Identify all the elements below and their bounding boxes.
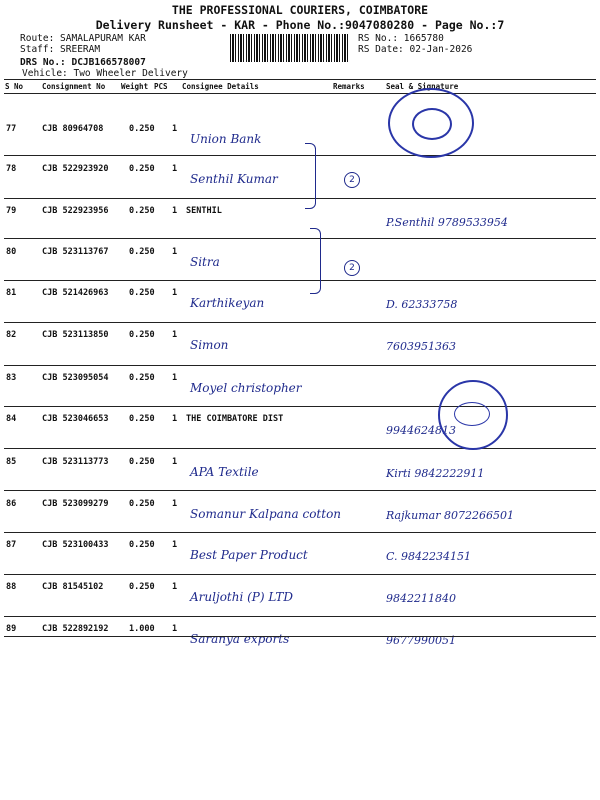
row-divider [4, 238, 596, 239]
brace-mark [310, 228, 321, 294]
row-consignee-handwritten: Sitra [190, 255, 220, 269]
row-sno: 84 [6, 414, 17, 424]
company-seal-stamp [388, 88, 474, 158]
row-consignment-no: CJB 521426963 [42, 288, 109, 298]
row-pcs: 1 [172, 373, 178, 383]
rs-date: RS Date: 02-Jan-2026 [358, 44, 473, 55]
row-consignment-no: CJB 523099279 [42, 499, 109, 509]
row-sno: 77 [6, 124, 17, 134]
row-sno: 89 [6, 624, 17, 634]
col-consignment: Consignment No [42, 82, 106, 91]
row-divider [4, 155, 596, 156]
barcode [230, 34, 350, 62]
runsheet-subtitle: Delivery Runsheet - KAR - Phone No.:9047080280 - Page No.:7 [95, 18, 505, 32]
row-divider [4, 636, 596, 637]
row-pcs: 1 [172, 582, 178, 592]
row-consignee-handwritten: Aruljothi (P) LTD [190, 590, 293, 604]
row-pcs: 1 [172, 247, 178, 257]
row-divider [4, 322, 596, 323]
col-weight: Weight [121, 82, 149, 91]
row-pcs: 1 [172, 206, 178, 216]
row-pcs: 1 [172, 124, 178, 134]
row-consignee-handwritten: Saranya exports [190, 632, 290, 646]
col-sno: S No [5, 82, 24, 91]
row-weight: 0.250 [129, 206, 155, 216]
row-signature: D. 62333758 [386, 298, 458, 311]
row-consignment-no: CJB 522892192 [42, 624, 109, 634]
row-consignee-handwritten: Best Paper Product [190, 548, 308, 562]
row-sno: 79 [6, 206, 17, 216]
row-sno: 83 [6, 373, 17, 383]
col-seal-signature: Seal & Signature [386, 82, 459, 91]
row-divider [4, 616, 596, 617]
row-divider [4, 448, 596, 449]
row-consignment-no: CJB 80964708 [42, 124, 104, 134]
row-sno: 86 [6, 499, 17, 509]
row-consignee-handwritten: Karthikeyan [190, 296, 265, 310]
row-divider [4, 574, 596, 575]
row-signature: 9677990051 [386, 634, 456, 647]
drs-number: DRS No.: DCJB166578007 [20, 57, 146, 68]
row-weight: 0.250 [129, 164, 155, 174]
row-weight: 0.250 [129, 373, 155, 383]
row-pcs: 1 [172, 414, 178, 424]
row-sno: 82 [6, 330, 17, 340]
row-weight: 0.250 [129, 288, 155, 298]
col-remarks: Remarks [333, 82, 365, 91]
row-consignee-handwritten: Senthil Kumar [190, 172, 278, 186]
row-sno: 78 [6, 164, 17, 174]
row-weight: 0.250 [129, 499, 155, 509]
row-pcs: 1 [172, 330, 178, 340]
row-consignee-handwritten: Moyel christopher [190, 381, 302, 395]
row-signature: P.Senthil 9789533954 [386, 216, 508, 229]
row-consignment-no: CJB 522923956 [42, 206, 109, 216]
row-consignee-handwritten: Simon [190, 338, 229, 352]
row-pcs: 1 [172, 624, 178, 634]
row-consignee-printed: THE COIMBATORE DIST [186, 414, 284, 424]
remark-circle: 2 [344, 172, 360, 188]
row-consignment-no: CJB 523095054 [42, 373, 109, 383]
row-consignee-handwritten: Union Bank [190, 132, 262, 146]
vehicle-label: Vehicle: Two Wheeler Delivery [22, 68, 188, 79]
row-pcs: 1 [172, 540, 178, 550]
rs-number: RS No.: 1665780 [358, 33, 444, 44]
row-weight: 0.250 [129, 540, 155, 550]
row-pcs: 1 [172, 457, 178, 467]
row-signature: C. 9842234151 [386, 550, 472, 563]
row-consignment-no: CJB 523113767 [42, 247, 109, 257]
row-sno: 87 [6, 540, 17, 550]
row-sno: 88 [6, 582, 17, 592]
row-weight: 0.250 [129, 247, 155, 257]
row-consignment-no: CJB 523113773 [42, 457, 109, 467]
row-divider [4, 280, 596, 281]
row-signature: Rajkumar 8072266501 [386, 509, 514, 522]
row-consignment-no: CJB 523100433 [42, 540, 109, 550]
row-sno: 81 [6, 288, 17, 298]
staff-label: Staff: SREERAM [20, 44, 101, 55]
row-divider [4, 198, 596, 199]
remark-circle: 2 [344, 260, 360, 276]
row-consignment-no: CJB 523046653 [42, 414, 109, 424]
row-pcs: 1 [172, 499, 178, 509]
row-weight: 0.250 [129, 414, 155, 424]
row-pcs: 1 [172, 164, 178, 174]
row-weight: 0.250 [129, 330, 155, 340]
row-divider [4, 490, 596, 491]
row-pcs: 1 [172, 288, 178, 298]
row-signature: 9944624813 [386, 424, 456, 437]
col-consignee: Consignee Details [182, 82, 259, 91]
row-signature: 9842211840 [386, 592, 456, 605]
row-consignee-printed: SENTHIL [186, 206, 222, 216]
row-sno: 80 [6, 247, 17, 257]
row-weight: 0.250 [129, 124, 155, 134]
row-signature: 7603951363 [386, 340, 456, 353]
row-divider [4, 532, 596, 533]
row-signature: Kirti 9842222911 [386, 467, 485, 480]
row-consignment-no: CJB 522923920 [42, 164, 109, 174]
brace-mark [305, 143, 316, 209]
row-consignment-no: CJB 523113850 [42, 330, 109, 340]
row-divider [4, 365, 596, 366]
row-consignment-no: CJB 81545102 [42, 582, 104, 592]
route-label: Route: SAMALAPURAM KAR [20, 33, 146, 44]
row-weight: 0.250 [129, 457, 155, 467]
row-weight: 0.250 [129, 582, 155, 592]
row-weight: 1.000 [129, 624, 155, 634]
row-consignee-handwritten: APA Textile [190, 465, 259, 479]
col-pcs: PCS [154, 82, 168, 91]
dist-seal-stamp [438, 380, 508, 450]
company-title: THE PROFESSIONAL COURIERS, COIMBATORE [171, 3, 429, 17]
row-sno: 85 [6, 457, 17, 467]
row-consignee-handwritten: Somanur Kalpana cotton [190, 507, 342, 521]
